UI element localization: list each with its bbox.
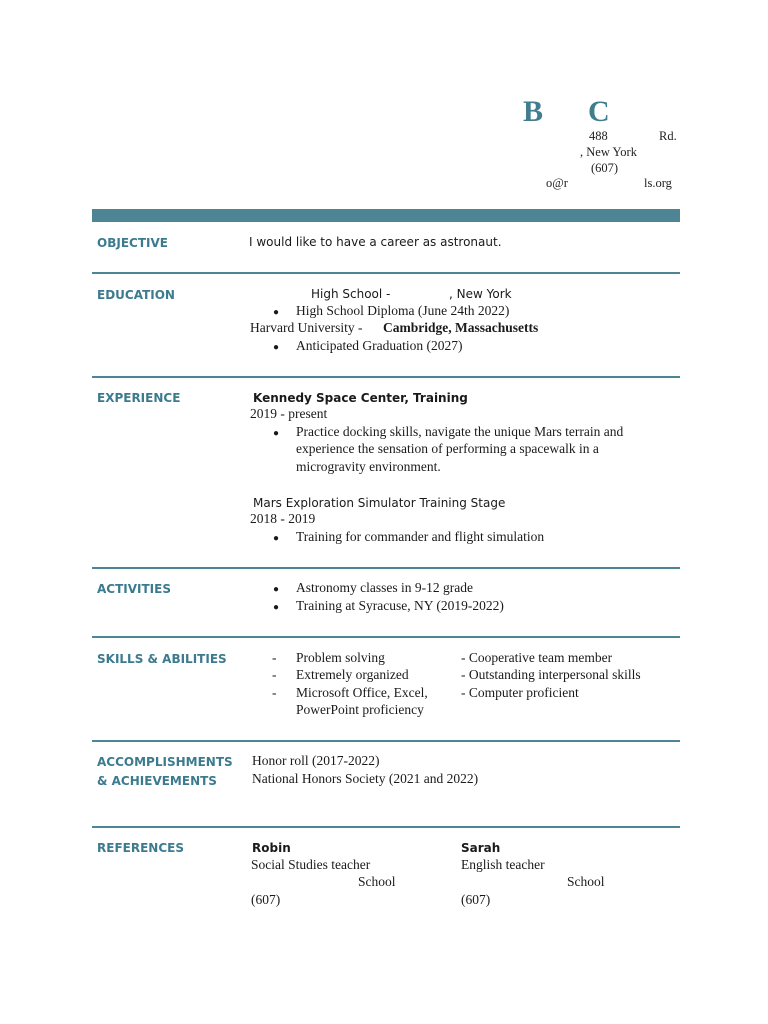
section-heading-accomplishments: ACCOMPLISHMENTS	[97, 755, 233, 769]
address-city: , New York	[580, 145, 637, 159]
section-divider	[92, 740, 680, 742]
bullet: ●	[273, 428, 280, 439]
contact-email-suffix: ls.org	[644, 176, 672, 190]
education-school1: High School -	[311, 287, 391, 301]
name-initial-first: B	[523, 95, 544, 128]
dash: -	[272, 667, 277, 682]
section-heading-achievements: & ACHIEVEMENTS	[97, 774, 217, 788]
bullet: ●	[273, 602, 280, 613]
objective-text: I would like to have a career as astronaut.	[249, 235, 502, 249]
reference2-role: English teacher	[461, 857, 545, 872]
accomplishment-item: Honor roll (2017-2022)	[252, 753, 380, 768]
section-heading-education: EDUCATION	[97, 288, 175, 302]
bullet: ●	[273, 307, 280, 318]
experience-job1-bullet-line2: experience the sensation of performing a spacewalk in a	[296, 441, 599, 456]
reference1-role: Social Studies teacher	[251, 857, 371, 872]
skills-left-item: Problem solving	[296, 650, 385, 665]
activities-item: Astronomy classes in 9-12 grade	[296, 580, 473, 595]
header-divider-bar	[92, 209, 680, 222]
section-heading-skills: SKILLS & ABILITIES	[97, 652, 227, 666]
section-divider	[92, 567, 680, 569]
section-heading-experience: EXPERIENCE	[97, 391, 181, 405]
section-divider	[92, 636, 680, 638]
education-school2-item: Anticipated Graduation (2027)	[296, 338, 463, 353]
contact-phone: (607)	[591, 161, 619, 175]
name-initial-last: C	[588, 95, 610, 128]
bullet: ●	[273, 584, 280, 595]
skills-left-item: PowerPoint proficiency	[296, 702, 424, 717]
bullet: ●	[273, 342, 280, 353]
reference1-school: School	[358, 874, 396, 889]
section-heading-references: REFERENCES	[97, 841, 184, 855]
reference2-name: Sarah	[461, 841, 501, 855]
experience-job1-bullet-line3: microgravity environment.	[296, 459, 441, 474]
reference1-name: Robin	[252, 841, 291, 855]
education-school2-location: Cambridge, Massachusetts	[383, 320, 539, 335]
address-suffix: Rd.	[659, 129, 677, 143]
experience-job2-dates: 2018 - 2019	[250, 511, 316, 526]
section-heading-objective: OBJECTIVE	[97, 236, 168, 250]
dash: -	[272, 685, 277, 700]
skills-right-item: - Cooperative team member	[461, 650, 613, 665]
skills-right-item: - Outstanding interpersonal skills	[461, 667, 641, 682]
bullet: ●	[273, 533, 280, 544]
activities-item: Training at Syracuse, NY (2019-2022)	[296, 598, 504, 613]
address-number: 488	[589, 129, 608, 143]
section-heading-activities: ACTIVITIES	[97, 582, 171, 596]
skills-right-item: - Computer proficient	[461, 685, 579, 700]
education-school1-item: High School Diploma (June 24th 2022)	[296, 303, 510, 318]
accomplishment-item: National Honors Society (2021 and 2022)	[252, 771, 479, 786]
experience-job1-bullet-line1: Practice docking skills, navigate the unique Mars terrain and	[296, 424, 624, 439]
skills-left-item: Extremely organized	[296, 667, 409, 682]
section-divider	[92, 272, 680, 274]
experience-job2-title: Mars Exploration Simulator Training Stage	[253, 496, 506, 510]
dash: -	[272, 650, 277, 665]
section-divider	[92, 376, 680, 378]
contact-email-prefix: o@r	[546, 176, 568, 190]
reference2-phone: (607)	[461, 892, 491, 907]
skills-left-item: Microsoft Office, Excel,	[296, 685, 428, 700]
reference2-school: School	[567, 874, 605, 889]
experience-job1-title: Kennedy Space Center, Training	[253, 391, 468, 405]
experience-job1-dates: 2019 - present	[250, 406, 328, 421]
section-divider	[92, 826, 680, 828]
education-school1-location: , New York	[449, 287, 512, 301]
education-school2-name: Harvard University -	[250, 320, 363, 335]
experience-job2-bullet: Training for commander and flight simulation	[296, 529, 545, 544]
reference1-phone: (607)	[251, 892, 281, 907]
